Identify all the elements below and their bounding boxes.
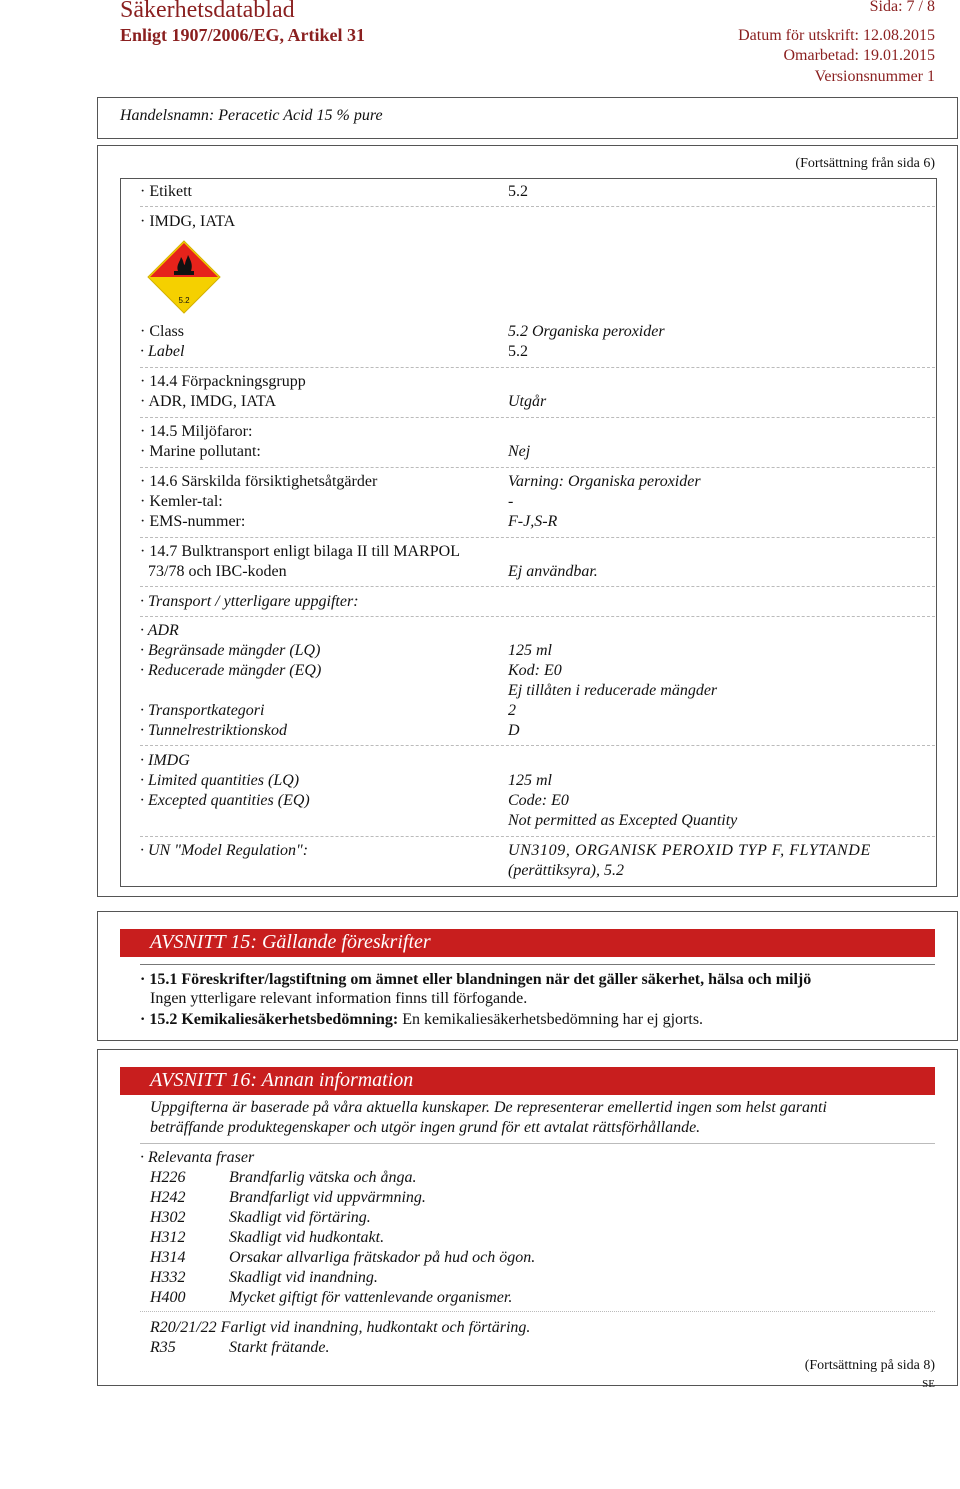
imdg-lq-value: 125 ml	[508, 772, 552, 789]
section15-heading-band	[120, 929, 935, 957]
s15-p1-heading: · 15.1 Föreskrifter/lagstiftning om ämnet eller blandningen när det gäller säkerhet, hälsa och miljö	[140, 971, 812, 988]
r-phrase-code: R35	[150, 1339, 176, 1356]
phrase-text: Brandfarligt vid uppvärmning.	[229, 1189, 426, 1206]
bulk-line2: 73/78 och IBC-koden	[148, 563, 287, 580]
phrase-text: Skadligt vid inandning.	[229, 1269, 378, 1286]
phrase-text: Brandfarlig vätska och ånga.	[229, 1169, 417, 1186]
divider	[140, 417, 935, 418]
divider	[140, 616, 935, 617]
packgroup-heading: · 14.4 Förpackningsgrupp	[140, 373, 306, 390]
eq-value1: Kod: E0	[508, 662, 562, 679]
divider	[140, 467, 935, 468]
un-value2: (perättiksyra), 5.2	[508, 862, 624, 879]
un-value1: UN3109, ORGANISK PEROXID TYP F, FLYTANDE	[508, 842, 871, 859]
marine-value: Nej	[508, 443, 531, 460]
packgroup-value: Utgår	[508, 393, 547, 410]
divider	[140, 537, 935, 538]
divider	[140, 1143, 935, 1144]
r-phrase-1: R20/21/22 Farligt vid inandning, hudkontakt och förtäring.	[150, 1319, 531, 1336]
language-code: SE	[922, 1378, 935, 1390]
ems-value: F-J,S-R	[508, 513, 558, 530]
divider	[140, 586, 935, 587]
oxidizer-hazard-pictogram	[147, 240, 221, 314]
s15-p2-heading: · 15.2 Kemikaliesäkerhetsbedömning:	[140, 1011, 399, 1028]
imdg-eq-value2: Not permitted as Excepted Quantity	[508, 812, 738, 829]
kemler-value: -	[508, 493, 514, 510]
lq-value: 125 ml	[508, 642, 552, 659]
ems-label: · EMS-nummer:	[140, 513, 246, 530]
section15-title: AVSNITT 15: Gällande föreskrifter	[150, 931, 431, 953]
continuation-from: (Fortsättning från sida 6)	[795, 156, 935, 171]
r-phrase-text: Starkt frätande.	[229, 1339, 330, 1356]
imdg-eq-value1: Code: E0	[508, 792, 569, 809]
phrases-heading: · Relevanta fraser	[140, 1149, 255, 1166]
class-label: · Class	[140, 323, 184, 340]
divider	[140, 745, 935, 746]
phrase-code: H314	[150, 1249, 186, 1266]
s15-p2	[140, 1011, 703, 1029]
eq-label: · Reducerade mängder (EQ)	[140, 662, 322, 679]
divider	[140, 836, 935, 837]
trade-name: Handelsnamn: Peracetic Acid 15 % pure	[120, 107, 383, 124]
continued-on: (Fortsättning på sida 8)	[804, 1358, 935, 1373]
transport-more: · Transport / ytterligare uppgifter:	[140, 593, 359, 610]
class-value: 5.2 Organiska peroxider	[508, 323, 665, 340]
tunnel-label: · Tunnelrestriktionskod	[140, 722, 287, 739]
lq-label: · Begränsade mängder (LQ)	[140, 642, 321, 659]
divider	[140, 964, 935, 965]
section16-title: AVSNITT 16: Annan information	[150, 1069, 414, 1091]
packgroup-label: · ADR, IMDG, IATA	[140, 393, 277, 410]
doc-title: Säkerhetsdatablad	[120, 0, 295, 23]
phrase-code: H312	[150, 1229, 186, 1246]
special-label: · 14.6 Särskilda försiktighetsåtgärder	[140, 473, 378, 490]
imdg-lq-label: · Limited quantities (LQ)	[140, 772, 300, 789]
label-value: 5.2	[508, 343, 528, 360]
bulk-value: Ej användbar.	[508, 563, 598, 580]
pictogram-number: 5.2	[178, 296, 190, 305]
divider	[140, 1311, 935, 1312]
adr-heading: · ADR	[140, 622, 179, 639]
un-label: · UN "Model Regulation":	[140, 842, 309, 859]
page-number: Sida: 7 / 8	[869, 0, 935, 15]
revised-date: Omarbetad: 19.01.2015	[783, 47, 935, 64]
env-heading: · 14.5 Miljöfaror:	[140, 423, 253, 440]
label-label: · Label	[140, 343, 185, 360]
phrase-code: H400	[150, 1289, 186, 1306]
phrase-text: Skadligt vid hudkontakt.	[229, 1229, 385, 1246]
phrase-text: Orsakar allvarliga frätskador på hud och ögon.	[229, 1249, 536, 1266]
marine-label: · Marine pollutant:	[140, 443, 261, 460]
s15-p2-text: En kemikaliesäkerhetsbedömning har ej gjorts.	[402, 1011, 704, 1028]
etikett-label: · Etikett	[140, 183, 192, 200]
imdg-heading: · IMDG	[140, 752, 190, 769]
s16-intro2: beträffande produktegenskaper och utgör ingen grund för ett avtalat rättsförhållande.	[150, 1119, 701, 1136]
etikett-value: 5.2	[508, 183, 528, 200]
tunnel-value: D	[508, 722, 520, 739]
imdg-eq-label: · Excepted quantities (EQ)	[140, 792, 310, 809]
kemler-label: · Kemler-tal:	[140, 493, 223, 510]
version-number: Versionsnummer 1	[814, 68, 935, 85]
s15-p1-text: Ingen ytterligare relevant information finns till förfogande.	[150, 990, 528, 1007]
section16-heading-band	[120, 1067, 935, 1095]
divider	[140, 367, 935, 368]
bulk-line1: · 14.7 Bulktransport enligt bilaga II till MARPOL	[140, 543, 460, 560]
doc-subtitle: Enligt 1907/2006/EG, Artikel 31	[120, 25, 366, 45]
transport-cat-value: 2	[508, 702, 516, 719]
phrase-code: H226	[150, 1169, 186, 1186]
phrase-text: Skadligt vid förtäring.	[229, 1209, 371, 1226]
special-value: Varning: Organiska peroxider	[508, 473, 701, 490]
phrase-code: H302	[150, 1209, 186, 1226]
phrase-text: Mycket giftigt för vattenlevande organismer.	[229, 1289, 513, 1306]
divider	[140, 206, 935, 207]
imdg-iata-label: · IMDG, IATA	[140, 213, 236, 230]
print-date: Datum för utskrift: 12.08.2015	[738, 27, 935, 44]
transport-cat-label: · Transportkategori	[140, 702, 265, 719]
phrase-code: H242	[150, 1189, 186, 1206]
s16-intro1: Uppgifterna är baserade på våra aktuella kunskaper. De representerar emellertid ingen som helst garanti	[150, 1099, 827, 1116]
phrase-code: H332	[150, 1269, 186, 1286]
eq-value2: Ej tillåten i reducerade mängder	[508, 682, 718, 699]
